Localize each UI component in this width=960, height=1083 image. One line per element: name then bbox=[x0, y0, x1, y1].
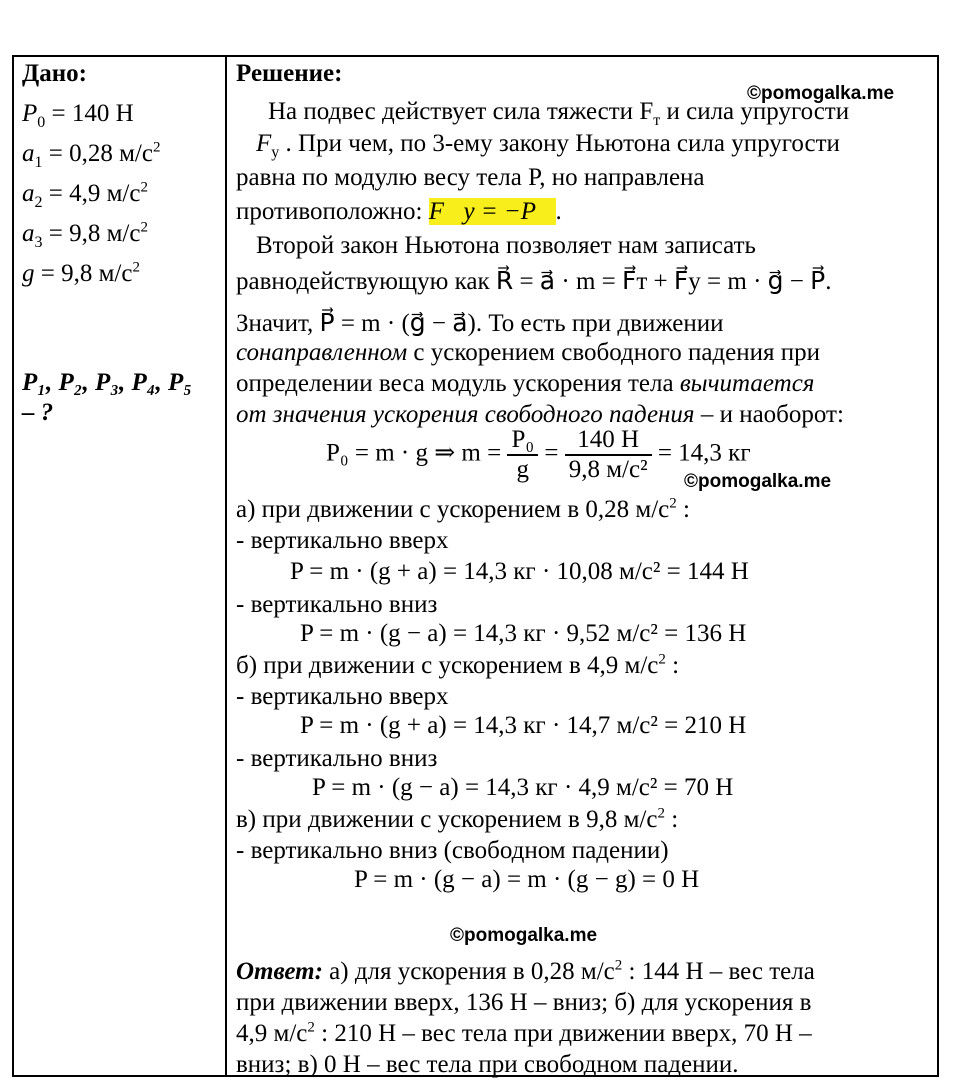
watermark-bottom: ©pomogalka.me bbox=[450, 925, 598, 946]
watermark-middle: ©pomogalka.me bbox=[684, 471, 832, 492]
find-line-1: P₁, P₂, P₃, P₄, P₅ bbox=[22, 369, 192, 396]
case-c-heading: в) при движении с ускорением в 9,8 $м/с^2$ : bbox=[236, 805, 679, 833]
fraction-numeric: $\frac{140 Н}{\text{9,8 м/с²}}$ bbox=[565, 426, 652, 484]
given-a1: $a_1 = 0,28$ $м/с^2$ bbox=[22, 139, 161, 171]
watermark-top: ©pomogalka.me bbox=[747, 83, 895, 104]
answer-line1: Ответ: а) для ускорения в 0,28 $м/с^2$ : 144 Н – вес тела bbox=[236, 957, 815, 985]
case-b-down-equation: P = m · (g − a) = 14,3 кг · 4,9 м/с² = 70 Н bbox=[312, 774, 734, 801]
case-a-up-label: - вертикально вверх bbox=[236, 527, 449, 554]
given-p0: $P_0 = 140$ Н bbox=[22, 100, 134, 131]
given-title: Дано: bbox=[22, 60, 87, 87]
given-a3: $a_3 = 9,8$ $м/с^2$ bbox=[22, 219, 148, 251]
case-a-down-label: - вертикально вниз bbox=[236, 591, 438, 618]
answer-line4: вниз; в) 0 Н – вес тела при свободном падении. bbox=[236, 1051, 739, 1078]
case-b-up-label: - вертикально вверх bbox=[236, 683, 449, 710]
find-line-2: – ? bbox=[22, 399, 54, 426]
case-a-up-equation: P = m · (g + a) = 14,3 кг · 10,08 м/с² = 144 Н bbox=[290, 558, 749, 585]
given-a2: $a_2 = 4,9$ $м/с^2$ bbox=[22, 179, 148, 211]
para1-line2: $F_у$ . При чем, по 3-ему закону Ньютона сила упругости bbox=[256, 130, 840, 161]
case-c-equation: P = m · (g − a) = m · (g − g) = 0 Н bbox=[354, 866, 700, 893]
para2-line5: определении веса модуль ускорения тела вычитается bbox=[236, 370, 815, 397]
para1-line1: На подвес действует сила тяжести $F_т$ и сила упругости bbox=[268, 98, 850, 129]
para1-line4: противоположно: F⃗у = −P⃗. bbox=[236, 198, 562, 225]
given-column bbox=[22, 60, 220, 426]
answer-line2: при движении вверх, 136 Н – вниз; б) для ускорения в bbox=[236, 989, 812, 1016]
case-a-heading: а) при движении с ускорением в 0,28 $м/с^2$ : bbox=[236, 495, 690, 523]
case-b-up-equation: P = m · (g + a) = 14,3 кг · 14,7 м/с² = 210 Н bbox=[300, 712, 747, 739]
answer-line3: 4,9 $м/с^2$ : 210 Н – вес тела при движении вверх, 70 Н – bbox=[236, 1019, 812, 1047]
given-g: g = 9,8 $м/с^2$ bbox=[22, 259, 140, 287]
case-b-down-label: - вертикально вниз bbox=[236, 745, 438, 772]
para2-line2: равнодействующую как R⃗ = a⃗ · m = F⃗т + F⃗у = m · g⃗ − P⃗. bbox=[236, 268, 832, 295]
column-divider bbox=[225, 55, 227, 1077]
para2-line4: сонаправленном с ускорением свободного падения при bbox=[236, 339, 821, 366]
mass-equation: P₀ = m · g ⇒ m = $\frac{\text{P₀}}{g}$ = $\frac{140 Н}{\text{9,8 м/с²}}$ = 14,3 кг bbox=[326, 426, 751, 483]
para2-line3: Значит, P⃗ = m · (g⃗ − a⃗). То есть при движении bbox=[236, 310, 724, 337]
para2-line1: Второй закон Ньютона позволяет нам записать bbox=[256, 232, 756, 259]
solution-title: Решение: bbox=[236, 60, 343, 87]
answer-label: Ответ: bbox=[236, 958, 323, 985]
highlighted-formula: F⃗у = −P⃗ bbox=[428, 198, 556, 225]
case-a-down-equation: P = m · (g − a) = 14,3 кг · 9,52 м/с² = 136 Н bbox=[300, 620, 747, 647]
para2-line6: от значения ускорения свободного падения – и наоборот: bbox=[236, 401, 844, 428]
case-b-heading: б) при движении с ускорением в 4,9 $м/с^2$ : bbox=[236, 651, 680, 679]
find-block bbox=[22, 368, 192, 428]
para1-line3: равна по модулю весу тела P, но направлена bbox=[236, 164, 705, 191]
case-c-down-label: - вертикально вниз (свободном падении) bbox=[236, 837, 669, 864]
fraction-p0-g: $\frac{\text{P₀}}{g}$ bbox=[507, 426, 538, 484]
